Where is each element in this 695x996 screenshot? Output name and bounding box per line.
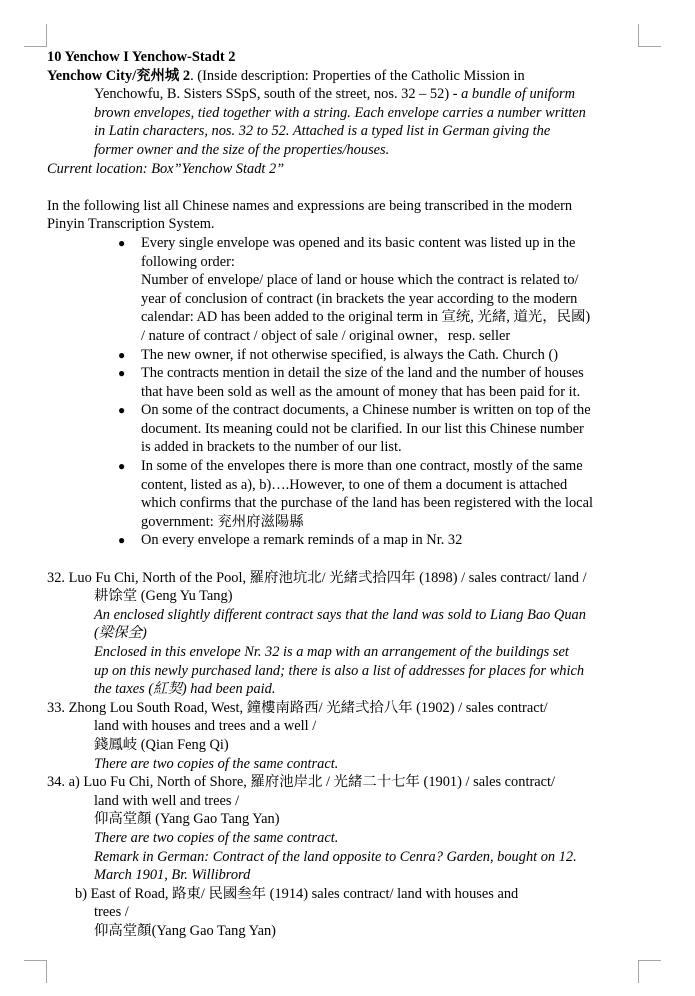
bullet-icon: ● <box>118 403 126 418</box>
note-line: content, listed as a), b)….However, to one of them a document is attached <box>141 476 568 493</box>
entry-remark: the taxes (紅契) had been paid. <box>94 681 276 698</box>
intro-line: In the following list all Chinese names and expressions are being transcribed in the modern <box>47 197 573 214</box>
note-line: In some of the envelopes there is more than one contract, mostly of the same <box>141 458 583 475</box>
entry-remark: Remark in German: Contract of the land opposite to Cenra? Garden, bought on 12. <box>94 848 577 865</box>
note-line: is added in brackets to the number of our list. <box>141 439 402 456</box>
note-line: Number of envelope/ place of land or house which the contract is related to/ <box>141 272 579 289</box>
note-line: year of conclusion of contract (in brackets the year according to the modern <box>141 290 578 307</box>
page-corner-mark-bottom-right <box>638 960 661 983</box>
entry-line: 錢鳳岐 (Qian Feng Qi) <box>94 736 229 753</box>
note-line: government: 兖州府滋陽縣 <box>141 513 304 530</box>
note-line: document. Its meaning could not be clarified. In our list this Chinese number <box>141 420 584 437</box>
spacer <box>47 550 647 569</box>
bullet-icon: ● <box>118 533 126 548</box>
entry-remark: An enclosed slightly different contract says that the land was sold to Liang Bao Quan <box>94 606 586 623</box>
page-corner-mark-bottom-left <box>24 960 47 983</box>
page-corner-mark-top-left <box>24 24 47 47</box>
sub-entry-line: 仰高堂顏(Yang Gao Tang Yan) <box>94 922 276 939</box>
sub-entry-line: trees / <box>94 904 129 921</box>
document-title: 10 Yenchow I Yenchow-Stadt 2 <box>47 49 236 65</box>
entries-list <box>47 569 647 885</box>
record-description-line: in Latin characters, nos. 32 to 52. Attached is a typed list in German giving the <box>94 123 551 140</box>
entry <box>47 569 647 699</box>
entry-line: 仰高堂顏 (Yang Gao Tang Yan) <box>94 811 280 828</box>
note-line: calendar: AD has been added to the original term in 宣统, 光緒, 道光，民國) <box>141 309 591 326</box>
note-item <box>47 234 647 346</box>
entry-remark: (梁保全) <box>94 625 147 642</box>
entry-heading: 32. Luo Fu Chi, North of the Pool, 羅府池坑北/ 光緒弍拾四年 (1898) / sales contract/ land / <box>47 569 587 586</box>
page-corner-mark-top-right <box>638 24 661 47</box>
note-line: On every envelope a remark reminds of a map in Nr. 32 <box>141 532 463 549</box>
record-description-line: brown envelopes, tied together with a string. Each envelope carries a number written <box>94 104 586 121</box>
record-name: Yenchow City/兖州城 2 <box>47 67 191 84</box>
entry-remark: There are two copies of the same contract. <box>94 755 339 772</box>
note-item <box>47 346 647 365</box>
entry-remark: up on this newly purchased land; there is also a list of addresses for places for which <box>94 662 585 679</box>
note-item <box>47 401 647 457</box>
entry <box>47 699 647 773</box>
sub-entry-heading: b) East of Road, 路東/ 民國叁年 (1914) sales contract/ land with houses and <box>75 885 519 902</box>
note-line: following order: <box>141 253 235 270</box>
note-line: that have been sold as well as the amount of money that has been paid for it. <box>141 383 581 400</box>
entry-line: land with houses and trees and a well / <box>94 718 317 735</box>
note-item <box>47 531 647 550</box>
note-item <box>47 364 647 401</box>
note-line: Every single envelope was opened and its basic content was listed up in the <box>141 234 576 251</box>
note-line: which confirms that the purchase of the land has been registered with the local <box>141 495 593 512</box>
note-line: On some of the contract documents, a Chinese number is written on top of the <box>141 402 591 419</box>
note-line: / nature of contract / object of sale / original owner，resp. seller <box>141 327 511 344</box>
note-line: The contracts mention in detail the size of the land and the number of houses <box>141 365 584 382</box>
record-description-line: former owner and the size of the properties/houses. <box>94 141 390 158</box>
entry-line: land with well and trees / <box>94 792 240 809</box>
note-item <box>47 457 647 531</box>
bullet-icon: ● <box>118 459 126 474</box>
note-line: The new owner, if not otherwise specified, is always the Cath. Church () <box>141 346 559 363</box>
bullet-icon: ● <box>118 347 126 362</box>
entry-remark: There are two copies of the same contract. <box>94 829 339 846</box>
entry-line: 耕馀堂 (Geng Yu Tang) <box>94 588 233 605</box>
bullet-icon: ● <box>118 235 126 250</box>
sub-entry <box>47 885 647 941</box>
spacer <box>47 178 647 197</box>
record-description: Yenchow City/兖州城 2. (Inside description: Properties of the Catholic Mission in <box>47 67 525 84</box>
entry-remark: March 1901, Br. Willibrord <box>94 867 251 884</box>
document-page <box>47 48 647 941</box>
notes-list <box>47 234 647 550</box>
bullet-icon: ● <box>118 366 126 381</box>
entry-heading: 33. Zhong Lou South Road, West, 鐘樓南路西/ 光緒弍拾八年 (1902) / sales contract/ <box>47 699 548 716</box>
current-location: Current location: Box”Yenchow Stadt 2” <box>47 160 285 177</box>
entry-heading: 34. a) Luo Fu Chi, North of Shore, 羅府池岸北 / 光緒二十七年 (1901) / sales contract/ <box>47 774 556 791</box>
entry-remark: Enclosed in this envelope Nr. 32 is a map with an arrangement of the buildings set <box>94 644 569 660</box>
intro-line: Pinyin Transcription System. <box>47 216 215 233</box>
entry <box>47 773 647 885</box>
record-description-line: Yenchowfu, B. Sisters SSpS, south of the street, nos. 32 – 52) - a bundle of uniform <box>94 86 576 103</box>
